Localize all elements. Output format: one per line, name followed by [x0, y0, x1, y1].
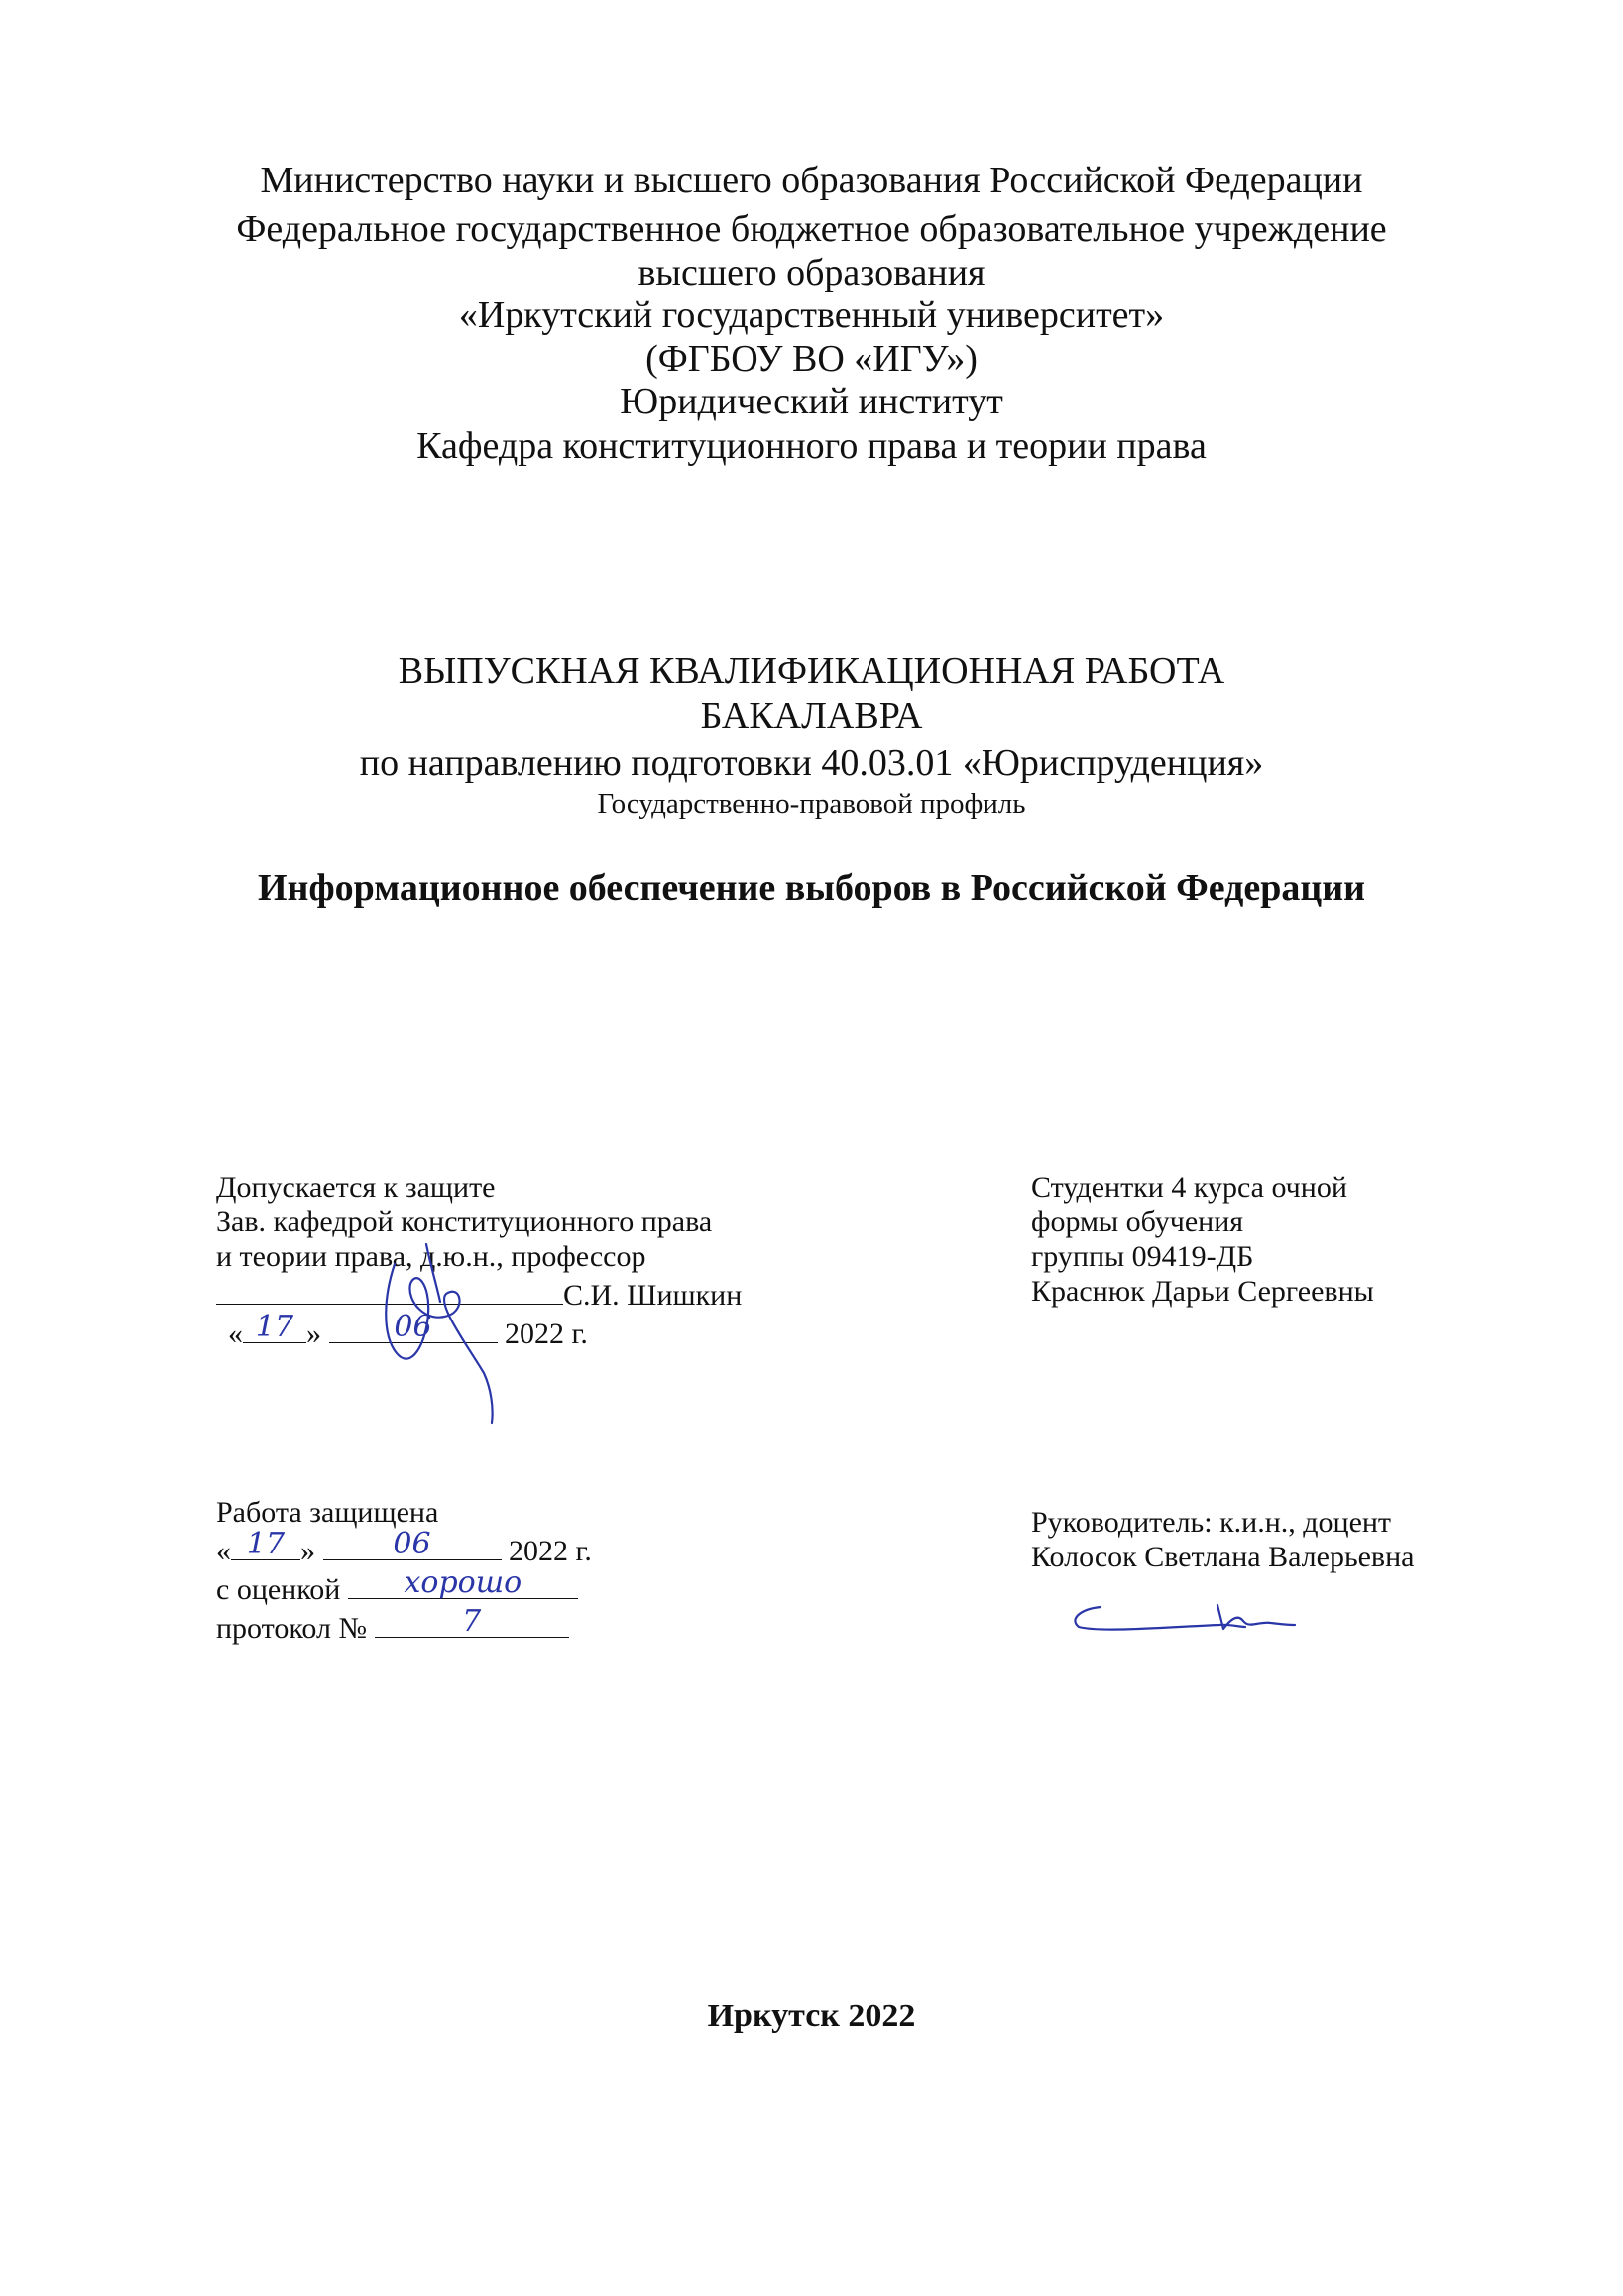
direction-line: по направлению подготовки 40.03.01 «Юриспруденция»	[359, 743, 1264, 784]
protocol-field	[375, 1604, 569, 1639]
head-signer-name: С.И. Шишкин	[563, 1279, 743, 1312]
defense-day-handwritten: 17	[246, 1527, 286, 1561]
defense-month-handwritten: 06	[393, 1527, 431, 1561]
education-level-line: высшего образования	[638, 252, 985, 293]
student-line1: Студентки 4 курса очной	[1031, 1171, 1347, 1204]
supervisor-title: Руководитель: к.и.н., доцент	[1031, 1506, 1392, 1539]
grade-row	[216, 1565, 592, 1607]
grade-field	[348, 1565, 578, 1600]
grade-handwritten: хорошо	[404, 1565, 522, 1600]
defense-year: 2022 г.	[509, 1535, 592, 1567]
university-abbrev-line: (ФГБОУ ВО «ИГУ»)	[645, 338, 978, 380]
supervisor-signature	[1061, 1591, 1299, 1641]
grade-label: с оценкой	[216, 1573, 341, 1606]
admission-day-handwritten: 17	[255, 1310, 294, 1344]
defense-line1: Работа защищена	[216, 1496, 439, 1529]
defense-day-field	[231, 1527, 300, 1561]
admission-date-row: « 17 » 06 2022 г.	[228, 1310, 588, 1350]
student-block	[1031, 1170, 1374, 1309]
city-year: Иркутск 2022	[707, 1998, 916, 2034]
university-name-line: «Иркутский государственный университет»	[458, 294, 1165, 336]
protocol-label: протокол №	[216, 1612, 368, 1645]
work-title-line1: ВЫПУСКНАЯ КВАЛИФИКАЦИОННАЯ РАБОТА	[398, 650, 1225, 692]
student-line3: группы 09419-ДБ	[1031, 1240, 1254, 1273]
thesis-topic: Информационное обеспечение выборов в Российской Федерации	[257, 867, 1366, 909]
admission-line3: и теории права, д.ю.н., профессор	[216, 1240, 646, 1273]
supervisor-name: Колосок Светлана Валерьевна	[1031, 1541, 1415, 1573]
protocol-handwritten: 7	[462, 1604, 482, 1639]
defense-block	[216, 1495, 592, 1646]
defense-month-field	[323, 1527, 502, 1561]
admission-month-handwritten: 06	[394, 1310, 432, 1344]
profile-line: Государственно-правовой профиль	[597, 788, 1026, 820]
admission-day-field	[243, 1310, 306, 1344]
department-line: Кафедра конституционного права и теории права	[416, 425, 1207, 467]
head-signature	[367, 1224, 525, 1423]
protocol-row	[216, 1604, 592, 1646]
work-title-line2: БАКАЛАВРА	[700, 695, 923, 737]
institute-line: Юридический институт	[620, 381, 1003, 422]
student-line2: формы обучения	[1031, 1205, 1244, 1238]
admission-year: 2022 г.	[505, 1318, 588, 1350]
admission-line2: Зав. кафедрой конституционного права	[216, 1205, 713, 1238]
institution-type-line: Федеральное государственное бюджетное образовательное учреждение	[236, 208, 1387, 250]
supervisor-block	[1031, 1505, 1414, 1574]
student-name: Краснюк Дарьи Сергеевны	[1031, 1275, 1374, 1308]
ministry-line: Министерство науки и высшего образования Российской Федерации	[260, 160, 1363, 201]
defense-date-row: « 17 » 06 2022 г.	[216, 1527, 592, 1567]
admission-line1: Допускается к защите	[216, 1171, 496, 1204]
